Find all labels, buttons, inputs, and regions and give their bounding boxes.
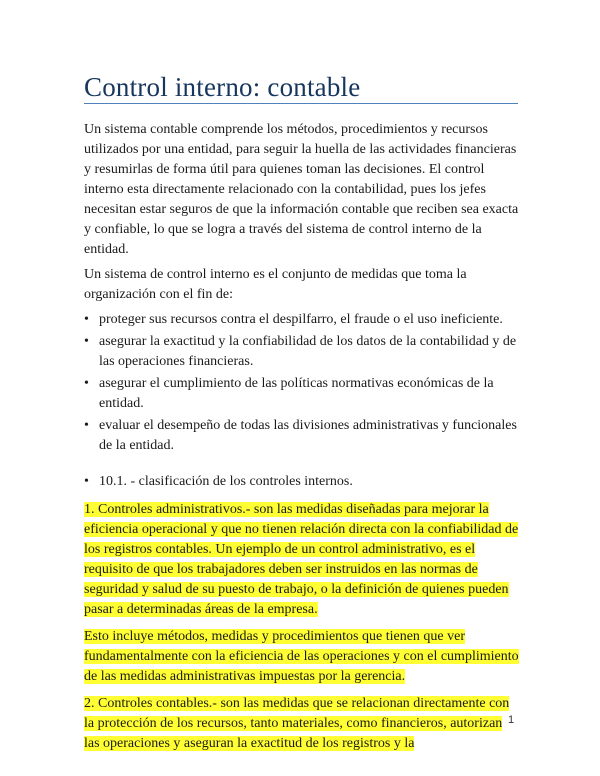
list-item xyxy=(84,310,520,330)
intro-paragraph: Un sistema contable comprende los métodos, procedimientos y recursos utilizados por una entidad, para seguir la huella de las actividades financieras y resumirlas de forma útil para quienes toman las decisiones. El control interno esta directamente relacionado con la contabilidad, pues los jefes necesitan estar seguros de que la información contable que reciben sea exacta y confiable, lo que se logra a través del sistema de control interno de la entidad. xyxy=(84,122,519,257)
objectives-list xyxy=(84,310,520,456)
administrative-controls-paragraph xyxy=(84,500,520,620)
administrative-scope-paragraph xyxy=(84,627,520,687)
page-number: 1 xyxy=(508,714,515,726)
definition-paragraph: Un sistema de control interno es el conjunto de medidas que toma la organización con el fin de: xyxy=(84,267,467,302)
list-item xyxy=(84,416,520,456)
bullet-icon: • xyxy=(84,334,89,349)
list-item-text: evaluar el desempeño de todas las divisiones administrativas y funcionales de la entidad. xyxy=(99,418,517,453)
highlighted-text: Esto incluye métodos, medidas y procedimientos que tienen que ver fundamentalmente con la eficiencia de las operaciones y con el cumplimiento de las medidas administrativas impuestas por la gerencia. xyxy=(84,629,519,684)
classification-heading xyxy=(84,472,520,492)
bullet-icon: • xyxy=(84,376,89,391)
bullet-icon: • xyxy=(84,474,89,489)
title-underline xyxy=(84,103,518,104)
highlighted-text: 1. Controles administrativos.- son las medidas diseñadas para mejorar la eficiencia operacional y que no tienen relación directa con la confiabilidad de los registros contables. Un ejemplo de un control administrativo, es el requisito de que los trabajadores deben ser instruidos en las normas de seguridad y salud de su puesto de trabajo, o la definición de quienes pueden pasar a determinadas áreas de la empresa. xyxy=(84,502,519,617)
highlighted-text: 2. Controles contables.- son las medidas que se relacionan directamente con la protección de los recursos, tanto materiales, como financieros, autorizan las operaciones y aseguran la exactitud de los registros y la xyxy=(84,696,510,751)
page-title: Control interno: contable xyxy=(84,72,361,102)
classification-text: 10.1. - clasificación de los controles internos. xyxy=(99,474,353,489)
bullet-icon: • xyxy=(84,312,89,327)
list-item-text: proteger sus recursos contra el despilfarro, el fraude o el uso ineficiente. xyxy=(99,312,503,327)
list-item-text: asegurar la exactitud y la confiabilidad de los datos de la contabilidad y de las operaciones financieras. xyxy=(99,334,517,369)
bullet-icon: • xyxy=(84,418,89,433)
list-item xyxy=(84,374,520,414)
document-body xyxy=(84,120,520,761)
list-item-text: asegurar el cumplimiento de las políticas normativas económicas de la entidad. xyxy=(99,376,494,411)
accounting-controls-paragraph xyxy=(84,694,520,754)
list-item xyxy=(84,332,520,372)
